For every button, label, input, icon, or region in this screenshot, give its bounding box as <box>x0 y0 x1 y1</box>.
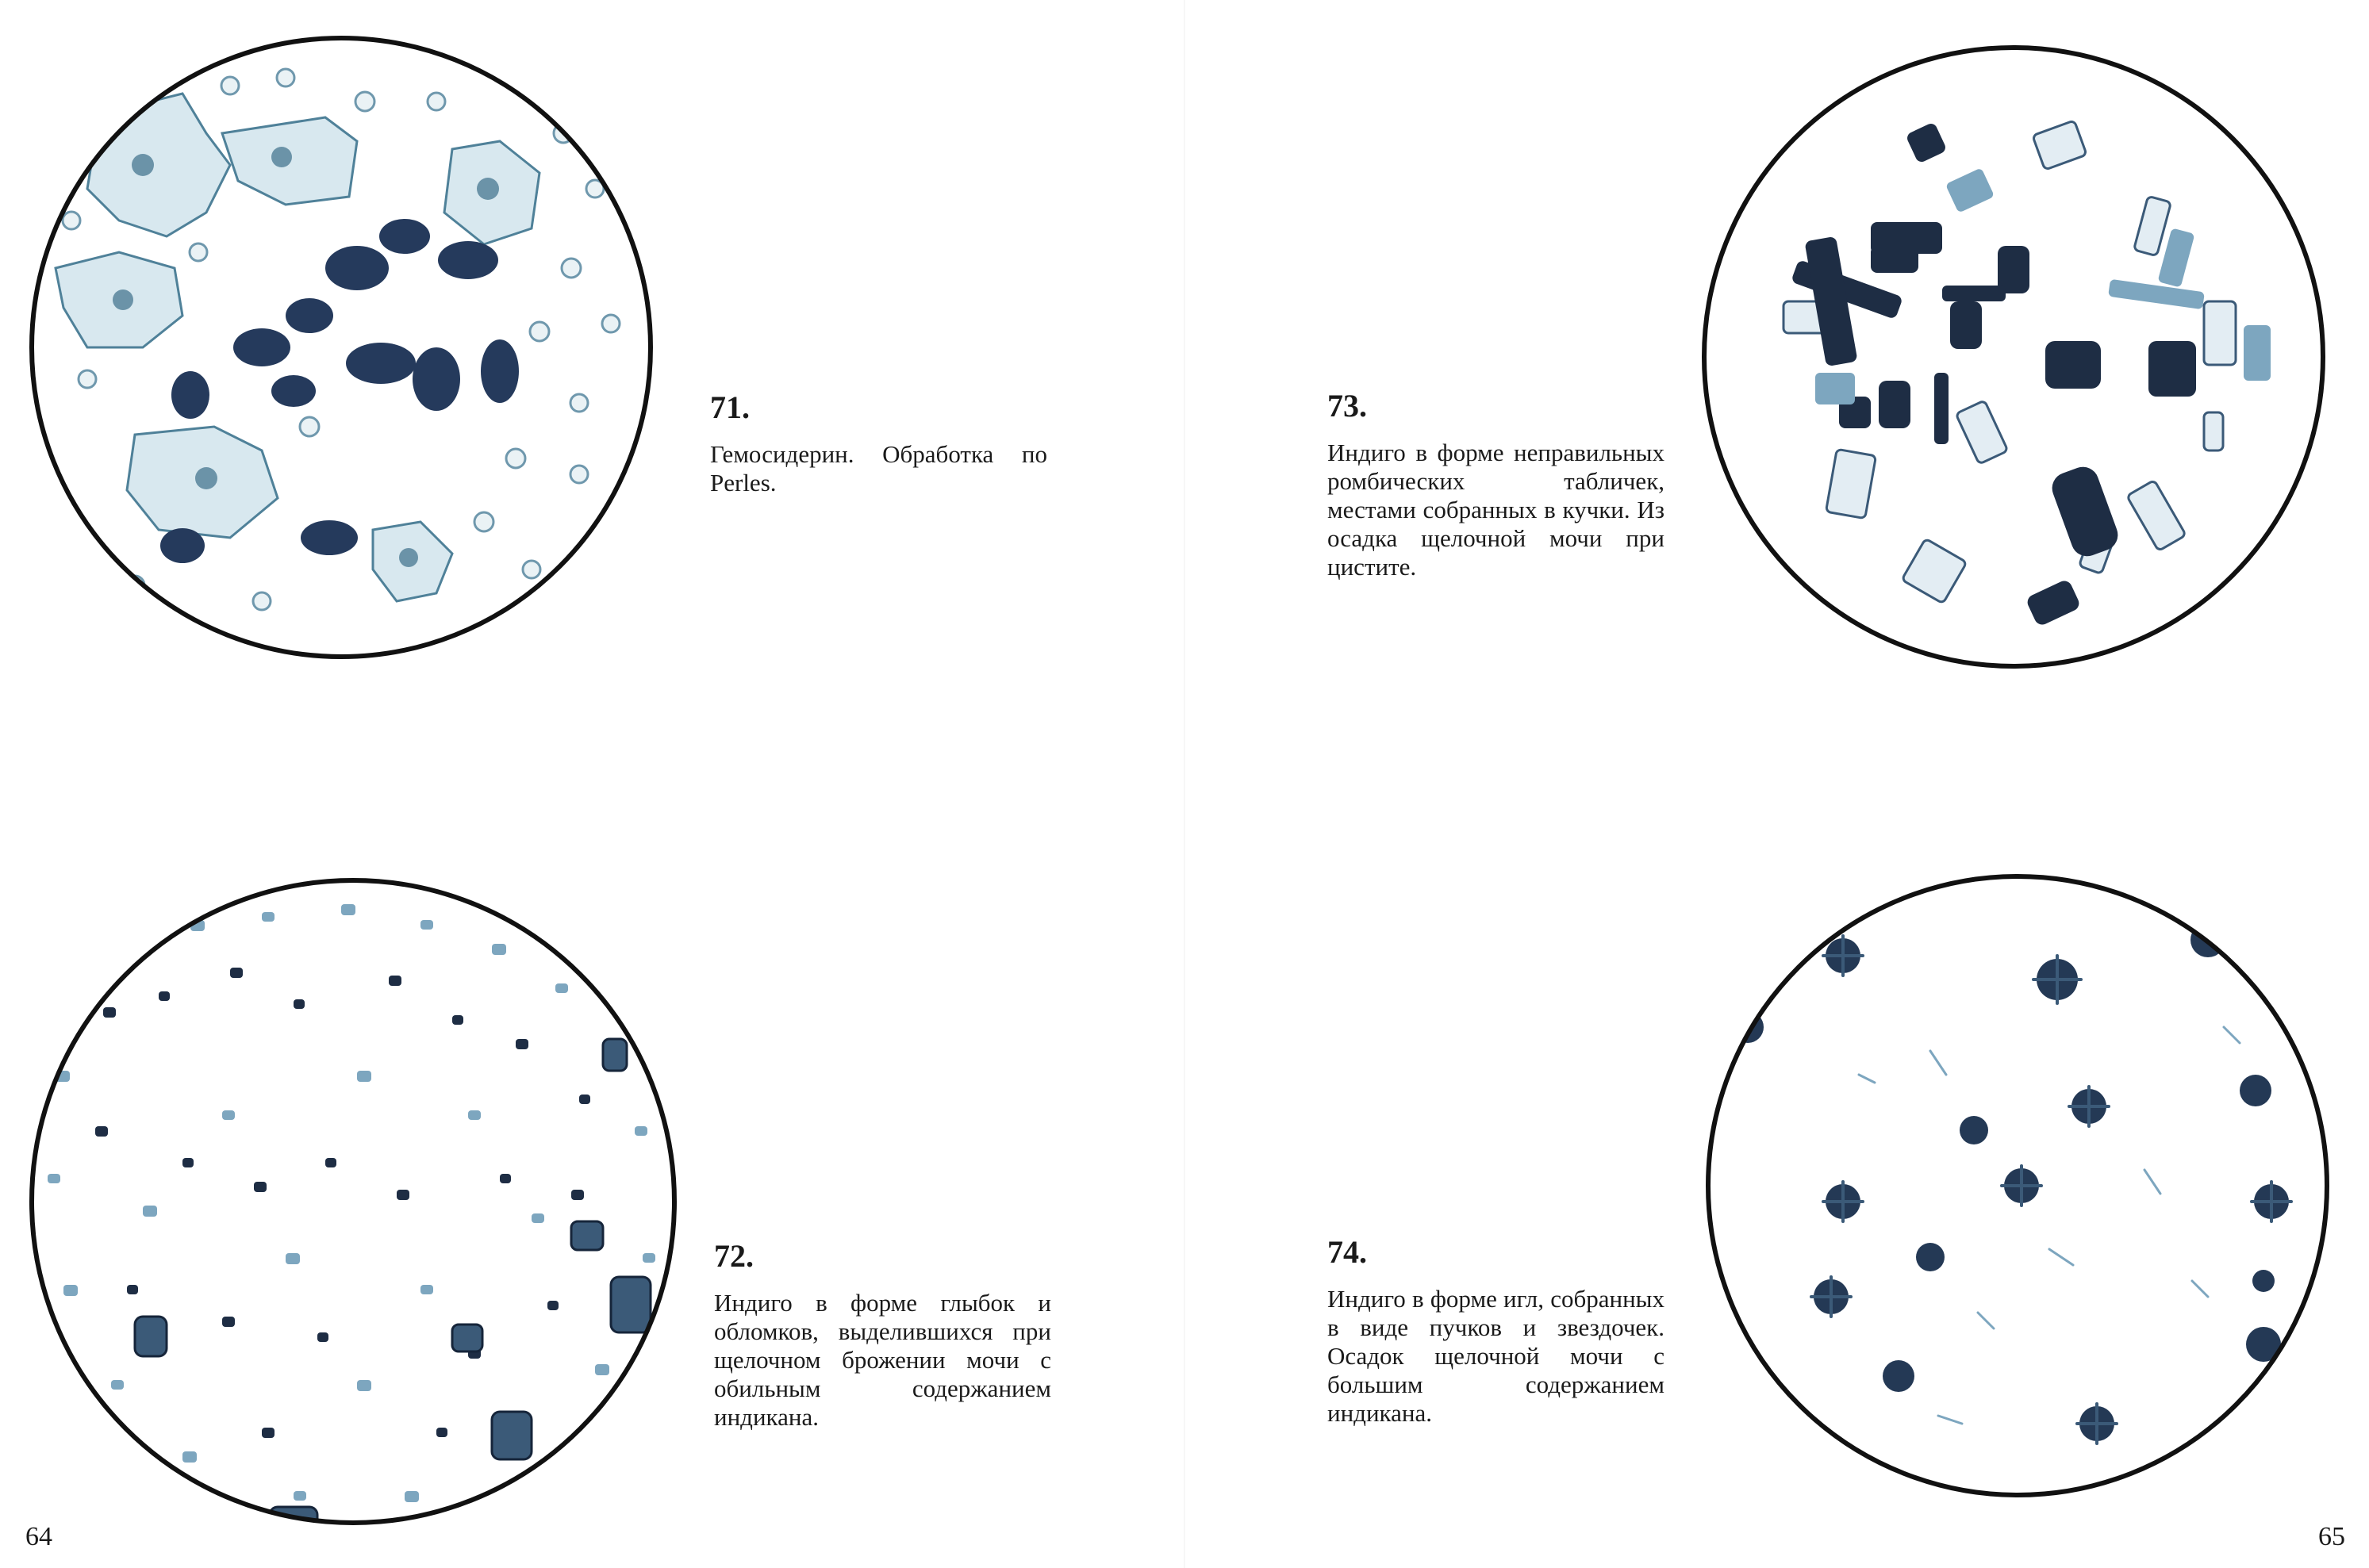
plate-74-caption: Индиго в форме игл, собранных в виде пучков и звездочек. Осадок щелочной мочи с большим содержанием индикана. <box>1327 1285 1664 1427</box>
plate-73-number: 73. <box>1327 388 1367 424</box>
page-65 <box>1184 0 2369 1568</box>
plate-73-micrograph <box>1696 40 2331 674</box>
plate-74-number: 74. <box>1327 1234 1367 1270</box>
plate-71-number: 71. <box>710 389 750 425</box>
plate-71-micrograph <box>24 30 658 665</box>
plate-71-caption: Гемосидерин. Обработка по Perles. <box>710 440 1047 496</box>
plate-72-micrograph <box>24 872 682 1531</box>
page-number-left: 64 <box>25 1522 52 1551</box>
plate-72-image <box>24 872 682 1531</box>
plate-73-image <box>1696 40 2331 674</box>
plate-73-caption: Индиго в форме неправильных ромбических табличек, местами собранных в кучки. Из осадка щелочной мочи при цистите. <box>1327 439 1664 581</box>
plate-74-image <box>1700 868 2335 1503</box>
page-64 <box>0 0 1184 1568</box>
plate-71-image <box>24 30 658 665</box>
plate-72-number: 72. <box>714 1238 754 1274</box>
plate-74-micrograph <box>1700 868 2335 1503</box>
page-number-right: 65 <box>2318 1522 2345 1551</box>
plate-72-caption: Индиго в форме глыбок и обломков, выделившихся при щелочном брожении мочи с обильным содержанием индикана. <box>714 1289 1051 1431</box>
